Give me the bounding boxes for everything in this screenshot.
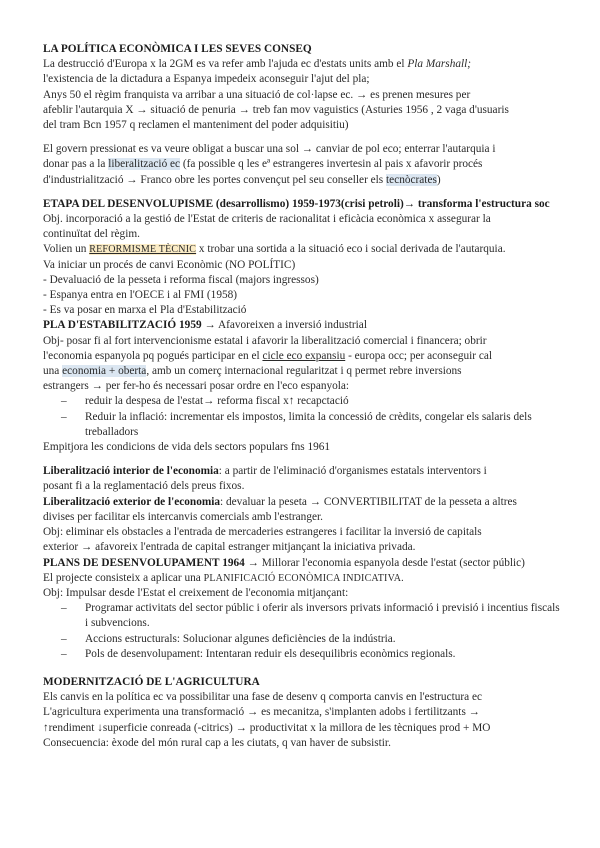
paragraph-line: Obj- posar fi al fort intervencionisme estatal i afavorir la liberalització comercial i financera; obrir: [43, 334, 487, 347]
bullet-list: [43, 601, 563, 662]
paragraph-line: Empitjora les condicions de vida dels sectors populars fns 1961: [43, 441, 331, 454]
section-title-desenvolupisme: ETAPA DEL DESENVOLUPISME (desarrollismo) 1959-1973(crisi petroli)→ transforma l'estructura soc: [43, 197, 550, 210]
list-item: – Pols de desenvolupament: Intentaran reduir els desequilibris econòmics regionals.: [61, 647, 563, 662]
paragraph-line: afeblir l'autarquia X → situació de penuria → treb fan mov vaguistics (Asturies 1956 , 2 vaga d'usuaris: [43, 103, 509, 116]
section-title-agricultura: MODERNITZACIÓ DE L'AGRICULTURA: [43, 675, 260, 688]
section-title-pla-estabilitzacio: PLA D'ESTABILITZACIÓ 1959 → Afavoreixen a inversió industrial: [43, 319, 367, 332]
paragraph-line: del tram Bcn 1957 q reclamen el manteniment del poder adquisitiu): [43, 119, 349, 132]
paragraph-line: Va iniciar un procés de canvi Econòmic (NO POLÍTIC): [43, 258, 296, 271]
section-title-politica-economica: LA POLÍTICA ECONÒMICA I LES SEVES CONSEQ: [43, 43, 312, 55]
list-item: – reduir la despesa de l'estat→ reforma fiscal x↑ recapctació: [61, 394, 563, 409]
paragraph-line: L'agricultura experimenta una transformació → es mecanitza, s'implanten adobs i fertilitzants →: [43, 706, 480, 719]
list-item: - Espanya entra en l'OECE i al FMI (1958): [43, 289, 238, 302]
paragraph-line: continuïtat del règim.: [43, 228, 140, 241]
liberalitzacio-interior: Liberalització interior de l'economia: a partir de l'eliminació d'organismes estatals interventors i: [43, 465, 487, 478]
underlined-cicle-eco: cicle eco expansiu: [262, 349, 346, 362]
highlight-liberalitzacio: liberalització ec: [108, 158, 181, 171]
list-item: - Devaluació de la pesseta i reforma fiscal (majors ingressos): [43, 273, 319, 286]
highlight-economia-oberta: economia + oberta: [62, 365, 147, 378]
paragraph-line: donar pas a la liberalització ec (fa possible q les eª estrangeres invertesin al pais x afavorir procés: [43, 158, 483, 171]
paragraph-line: d'industrialització → Franco obre les portes convençut pel seu conseller els tecnòcrates): [43, 173, 441, 186]
highlight-tecnocrates: tecnòcrates: [386, 173, 437, 186]
list-item: – Reduir la inflació: incrementar els impostos, limita la concessió de crèdits, congelar els salaris dels treballadors: [61, 410, 563, 440]
highlight-reformisme-tecnic: REFORMISME TÈCNIC: [89, 244, 197, 256]
paragraph-line: El govern pressionat es va veure obligat a buscar una sol → canviar de pol eco; enterrar l'autarquia i: [43, 143, 496, 156]
paragraph-line: posant fi a la reglamentació dels preus fixos.: [43, 480, 245, 493]
paragraph-line: ↑rendiment ↓superficie conreada (-citrics) → productivitat x la millora de les tècniques prod + MO: [43, 721, 491, 734]
paragraph-line: El projecte consisteix a aplicar una PLANIFICACIÓ ECONÒMICA INDICATIVA.: [43, 571, 404, 584]
list-item: – Programar activitats del sector públic i oferir als inversors privats informació i previsió i incentius fiscals i subvencions.: [61, 601, 563, 631]
paragraph-line: Obj: eliminar els obstacles a l'entrada de mercaderies estrangeres i facilitar la inversió de capitals: [43, 526, 482, 539]
section-title-plans-desenvolupament: PLANS DE DESENVOLUPAMENT 1964 → Millorar l'economia espanyola desde l'estat (sector públic): [43, 556, 525, 569]
paragraph-line: Obj. incorporació a la gestió de l'Estat de criteris de racionalitat i eficàcia econòmica x assegurar la: [43, 213, 491, 226]
list-item: - Es va posar en marxa el Pla d'Estabilització: [43, 304, 247, 317]
paragraph-line: l'existencia de la dictadura a Espanya impedeix aconseguir l'ajut del pla;: [43, 73, 370, 86]
list-item: – Accions estructurals: Solucionar algunes deficiències de la indústria.: [61, 632, 563, 647]
paragraph-line: Anys 50 el règim franquista va arribar a una situació de col·lapse ec. → es prenen mesures per: [43, 88, 471, 101]
paragraph-line: Consecuencia: èxode del món rural cap a les ciutats, q van haver de subsistir.: [43, 736, 391, 749]
paragraph-line: exterior → afavoreix l'entrada de capital estranger mitjançant la iniciativa privada.: [43, 541, 416, 554]
paragraph-line: Volien un REFORMISME TÈCNIC x trobar una sortida a la situació eco i social derivada de l'autarquia.: [43, 243, 506, 256]
bullet-list: [43, 394, 563, 440]
liberalitzacio-exterior: Liberalització exterior de l'economia: devaluar la peseta → CONVERTIBILITAT de la pesseta a altres: [43, 495, 517, 508]
document-body: [43, 42, 563, 751]
paragraph-line: estrangers → per fer-ho és necessari posar ordre en l'eco espanyola:: [43, 380, 350, 393]
paragraph-line: La destrucció d'Europa x la 2GM es va refer amb l'ajuda ec d'estats units amb el Pla Marshall;: [43, 58, 472, 71]
paragraph-line: Obj: Impulsar desde l'Estat el creixement de l'economia mitjançant:: [43, 586, 349, 599]
paragraph-line: divises per facilitar els intercanvis comercials amb l'estranger.: [43, 510, 323, 523]
paragraph-line: l'economia espanyola pq pogués participar en el cicle eco expansiu - europa occ; per aconseguir cal: [43, 349, 493, 362]
paragraph-line: una economia + oberta, amb un comerç internacional regularitzat i q permet rebre inversions: [43, 365, 462, 378]
paragraph-line: Els canvis en la política ec va possibilitar una fase de desenv q comporta canvis en l'estructura ec: [43, 691, 483, 704]
